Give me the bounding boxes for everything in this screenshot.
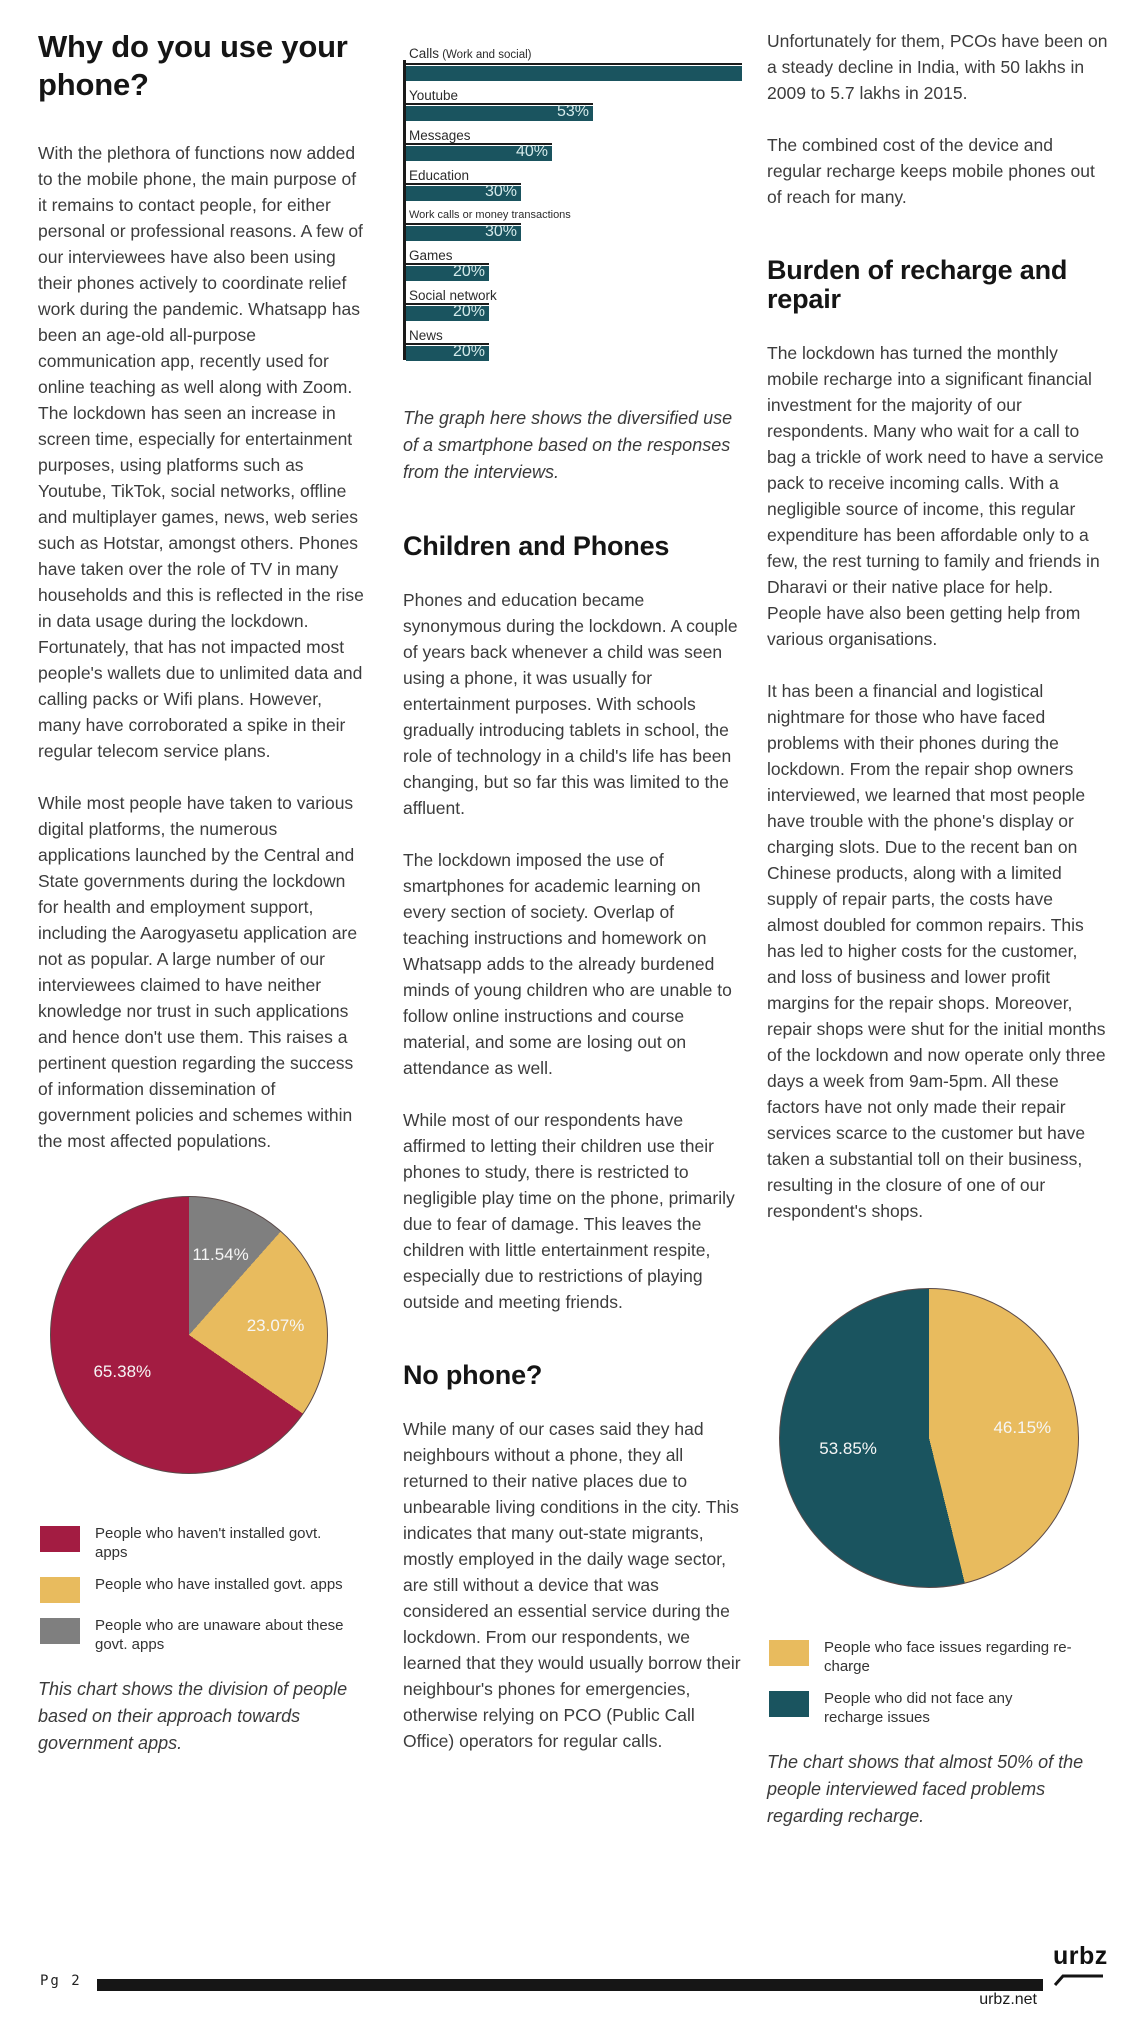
urbz-logo-swoosh-icon [1053, 1968, 1107, 1988]
bar-row [403, 208, 745, 241]
no-phone-paragraph: While many of our cases said they had neighbours without a phone, they all returned to their native places due to unbearable living conditions in the city. This indicates that many out-state migrants, mostly employed in the daily wage sector, are still without a device that was considered an essential service during the lockdown. From our respondents, we learned that they would usually borrow their neighbour's phones for emergencies, otherwise relying on PCO (Public Call Office) operators for regular calls. [403, 1419, 741, 1751]
bar [406, 143, 552, 161]
legend-item [40, 1524, 365, 1562]
children-and-phones-heading: Children and Phones [403, 531, 670, 561]
pie-slice-label: 23.07% [246, 1315, 305, 1335]
pie-slice-label: 46.15% [993, 1417, 1052, 1437]
bar-row [403, 328, 745, 361]
bar-row [403, 288, 745, 321]
bar-value-label: 20% [452, 263, 485, 280]
bar-category-note: (Work and social) [439, 49, 532, 61]
right-paragraph-3: The lockdown has turned the monthly mobile recharge into a significant financial investment for the majority of our respondents. Many who wait for a call to bag a trickle of work need to have a service pack to receive incoming calls. With a negligible source of income, this regular expenditure has been affordable only to a few, the rest turning to family and friends in Dharavi or their native place for help. People have also been getting help from various organisations. [767, 343, 1104, 649]
legend-item [40, 1575, 365, 1603]
bar-row [403, 88, 745, 121]
bar-category-label: Calls (Work and social) [409, 46, 532, 61]
legend-label: People who are unaware about these govt. apps [95, 1617, 344, 1653]
legend-label: People who haven't installed govt. apps [95, 1525, 322, 1561]
right-paragraph-1: Unfortunately for them, PCOs have been on a steady decline in India, with 50 lakhs in 2009 to 5.7 lakhs in 2015. [767, 31, 1108, 103]
bar [406, 103, 593, 121]
no-phone-heading: No phone? [403, 1360, 543, 1390]
legend-swatch [769, 1691, 809, 1717]
legend-item [769, 1689, 1108, 1727]
govt-apps-legend [40, 1524, 365, 1654]
legend-label: People who face issues regarding re-charge [824, 1639, 1072, 1675]
children-paragraph-1: Phones and education became synonymous during the lockdown. A couple of years back whenever a child was seen using a phone, it was usually for entertainment purposes. With schools gradually introducing tablets in school, the role of technology in a child's life has been changing, but so far this was limited to the affluent. [403, 590, 738, 818]
website-link: urbz.net [979, 1991, 1037, 2008]
right-paragraph-2: The combined cost of the device and regular recharge keeps mobile phones out of reach for many. [767, 135, 1095, 207]
legend-item [769, 1638, 1108, 1676]
bar-category-label: Work calls or money transactions [409, 209, 571, 221]
phone-usage-bar-chart [403, 46, 745, 361]
bar-value-label: 20% [452, 343, 485, 360]
bar-category-label: Social network [409, 288, 497, 303]
left-paragraph-1: With the plethora of functions now added to the mobile phone, the main purpose of it remains to contact people, for either personal or professional reasons. A few of our interviewees have also been using their phones actively to coordinate relief work during the pandemic. Whatsapp has been an age-old all-purpose communication app, recently used for online teaching as well along with Zoom. The lockdown has seen an increase in screen time, especially for entertainment purposes, using platforms such as Youtube, TikTok, social networks, offline and multiplayer games, news, web series such as Hotstar, amongst others. Phones have taken over the role of TV in many households and this is reflected in the rise in data usage during the lockdown. Fortunately, that has not impacted most people's wallets due to unlimited data and calling packs or Wifi plans. However, many have corroborated a spike in their regular telecom service plans. [38, 143, 364, 761]
footer-rule [97, 1979, 1043, 1991]
page-number: Pg 2 [40, 1973, 82, 1989]
legend-swatch [40, 1526, 80, 1552]
recharge-legend [769, 1638, 1108, 1727]
left-paragraph-2: While most people have taken to various digital platforms, the numerous applications launched by the Central and State governments during the lockdown for health and employment support, including the Aarogyasetu application are not as popular. A large number of our interviewees claimed to have neither knowledge nor trust in such applications and hence don't use them. This raises a pertinent question regarding the success of information dissemination of government policies and schemes within the most affected populations. [38, 793, 358, 1151]
legend-swatch [40, 1577, 80, 1603]
recharge-pie-chart [779, 1288, 1079, 1588]
bar-top-rule [406, 63, 742, 65]
bar-value-label: 53% [556, 103, 589, 120]
bar [406, 303, 489, 321]
bar-value-label: 30% [484, 183, 517, 200]
pie-slice-label: 65.38% [93, 1361, 152, 1381]
legend-swatch [40, 1618, 80, 1644]
legend-swatch [769, 1640, 809, 1666]
bar [406, 223, 521, 241]
bar-row [403, 168, 745, 201]
page-title: Why do you use your phone? [38, 29, 348, 102]
column-right [767, 0, 1108, 1848]
bar-category-label: News [409, 328, 443, 343]
bar-value-label: 40% [515, 143, 548, 160]
recharge-pie-caption: The chart shows that almost 50% of the people interviewed faced problems regarding recharge. [767, 1752, 1084, 1826]
legend-item [40, 1616, 365, 1654]
column-left [38, 0, 365, 1848]
bar-row [403, 46, 745, 81]
bar-category-label: Messages [409, 128, 471, 143]
legend-label: People who have installed govt. apps [95, 1576, 343, 1593]
legend-label: People who did not face any recharge issues [824, 1690, 1013, 1726]
bar [406, 66, 742, 81]
bar-value-label: 30% [484, 223, 517, 240]
column-middle [403, 0, 745, 1848]
govt-apps-pie-caption: This chart shows the division of people based on their approach towards government apps. [38, 1679, 348, 1753]
children-paragraph-3: While most of our respondents have affirmed to letting their children use their phones to study, there is restricted to negligible play time on the phone, primarily due to fear of damage. This leaves the children with little entertainment respite, especially due to restrictions of playing outside and meeting friends. [403, 1110, 735, 1312]
urbz-logo-text: urbz [1053, 1942, 1108, 1970]
bar-category-label: Education [409, 168, 470, 183]
bar [406, 343, 489, 361]
pie-slice-label: 11.54% [192, 1245, 249, 1265]
bar-row [403, 128, 745, 161]
bar [406, 183, 521, 201]
bar-category-label: Games [409, 248, 453, 263]
bar [406, 263, 489, 281]
govt-apps-pie-chart [50, 1196, 328, 1474]
burden-heading: Burden of recharge and repair [767, 255, 1068, 314]
bar-chart-caption: The graph here shows the diversified use of a smartphone based on the responses from the interviews. [403, 408, 733, 482]
children-paragraph-2: The lockdown imposed the use of smartphones for academic learning on every section of society. Overlap of teaching instructions and homework on Whatsapp adds to the already burdened minds of young children who are unable to follow online instructions and course material, and some are losing out on attendance as well. [403, 850, 732, 1078]
urbz-logo [1053, 1944, 1107, 1993]
bar-value-label: 20% [452, 303, 485, 320]
right-paragraph-4: It has been a financial and logistical nightmare for those who have faced problems with their phones during the lockdown. From the repair shop owners interviewed, we learned that most people have trouble with the phone's display or charging slots. Due to the recent ban on Chinese products, along with a limited supply of repair parts, the costs have almost doubled for common repairs. This has led to higher costs for the customer, and loss of business and lower profit margins for the repair shops. Moreover, repair shops were shut for the initial months of the lockdown and now operate only three days a week from 9am-5pm. All these factors have not only made their repair services scarce to the customer but have taken a substantial toll on their business, resulting in the closure of one of our respondent's shops. [767, 681, 1106, 1221]
bar-category-label: Youtube [409, 88, 459, 103]
pie-slice-label: 53.85% [819, 1438, 877, 1458]
page-columns [38, 0, 1108, 1848]
bar-row [403, 248, 745, 281]
